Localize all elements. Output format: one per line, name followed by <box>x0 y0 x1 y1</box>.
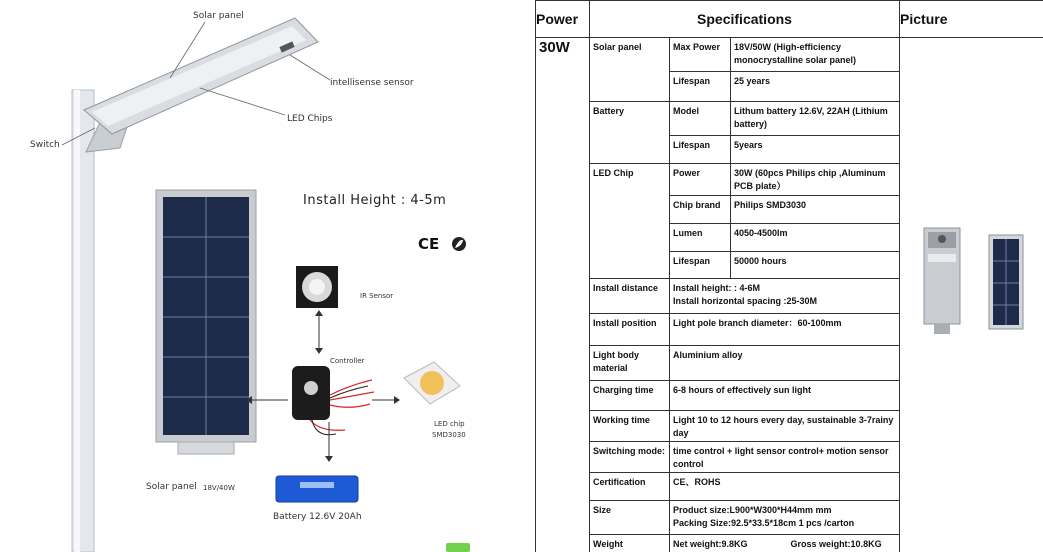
category-cell: Charging time <box>590 381 670 411</box>
category-cell: Install position <box>590 314 670 346</box>
label-intellisense-sensor: intellisense sensor <box>330 78 414 88</box>
category-cell: Install distance <box>590 279 670 314</box>
table-row <box>536 38 1043 72</box>
value-line: Packing Size:92.5*33.5*18cm 1 pcs /carton <box>673 518 855 528</box>
value-cell: 6-8 hours of effectively sun light <box>670 381 900 411</box>
label-led-chip-model: SMD3030 <box>432 431 466 439</box>
label-switch: Switch <box>30 140 60 150</box>
item-name-cell: Lifespan <box>670 72 731 102</box>
value-cell: Aluminium alloy <box>670 346 900 381</box>
category-cell: Certification <box>590 473 670 501</box>
item-name-cell: Lifespan <box>670 252 731 279</box>
gross-weight: Gross weight:10.8KG <box>790 539 882 549</box>
label-solar-panel-rating: 18V/40W <box>203 484 235 492</box>
install-height-title: Install Height : 4-5m <box>303 193 447 208</box>
ce-mark: CE <box>418 235 440 253</box>
green-marker <box>446 543 470 552</box>
value-cell <box>670 501 900 535</box>
value-cell <box>670 279 900 314</box>
category-cell: LED Chip <box>590 164 670 279</box>
header-picture: Picture <box>900 1 1043 38</box>
label-led-chips: LED Chips <box>287 114 333 124</box>
item-name-cell: Power <box>670 164 731 196</box>
value-cell: time control + light sensor control+ motion sensor control <box>670 442 900 473</box>
item-name-cell: Lifespan <box>670 136 731 164</box>
header-specifications: Specifications <box>590 1 900 38</box>
item-name-cell: Model <box>670 102 731 136</box>
item-value-cell: 50000 hours <box>731 252 900 279</box>
item-value-cell: Philips SMD3030 <box>731 196 900 224</box>
header-power: Power <box>536 1 590 38</box>
value-line: Product size:L900*W300*H44mm mm <box>673 505 832 515</box>
category-cell: Battery <box>590 102 670 164</box>
category-cell: Light body material <box>590 346 670 381</box>
item-value-cell: 25 years <box>731 72 900 102</box>
category-cell: Weight <box>590 535 670 552</box>
category-cell: Solar panel <box>590 38 670 102</box>
value-cell: Light pole branch diameter：60-100mm <box>670 314 900 346</box>
battery-image <box>276 476 358 502</box>
category-cell: Size <box>590 501 670 535</box>
label-battery: Battery 12.6V 20Ah <box>273 512 362 522</box>
net-weight: Net weight:9.8KG <box>673 539 748 549</box>
item-name-cell: Lumen <box>670 224 731 252</box>
item-value-cell: 18V/50W (High-efficiency monocrystalline solar panel) <box>731 38 900 72</box>
item-name-cell: Max Power <box>670 38 731 72</box>
value-cell: Light 10 to 12 hours every day, sustainable 3-7rainy day <box>670 411 900 442</box>
label-solar-panel-top: Solar panel <box>193 11 244 21</box>
lamp-front-image <box>922 226 962 336</box>
label-controller: Controller <box>330 357 365 365</box>
rohs-leaf-icon <box>451 236 467 252</box>
item-value-cell: 4050-4500lm <box>731 224 900 252</box>
lamp-back-image <box>988 234 1024 332</box>
item-value-cell: 30W (60pcs Philips chip ,Aluminum PCB plate） <box>731 164 900 196</box>
value-cell <box>670 535 900 552</box>
spec-table <box>535 0 1043 552</box>
category-cell: Switching mode: <box>590 442 670 473</box>
power-value: 30W <box>536 38 590 552</box>
item-name-cell: Chip brand <box>670 196 731 224</box>
picture-cell <box>900 38 1043 552</box>
label-solar-panel-bottom: Solar panel <box>146 482 197 492</box>
label-led-chip: LED chip <box>434 420 465 428</box>
label-ir-sensor: IR Sensor <box>360 292 394 300</box>
category-cell: Working time <box>590 411 670 442</box>
header-row <box>536 1 1043 38</box>
value-line: Install horizontal spacing :25-30M <box>673 296 818 306</box>
value-cell: CE、ROHS <box>670 473 900 501</box>
item-value-cell: 5years <box>731 136 900 164</box>
spec-table-container <box>535 0 1043 552</box>
value-line: Install height: : 4-6M <box>673 283 761 293</box>
item-value-cell: Lithum battery 12.6V, 22AH (Lithium battery) <box>731 102 900 136</box>
